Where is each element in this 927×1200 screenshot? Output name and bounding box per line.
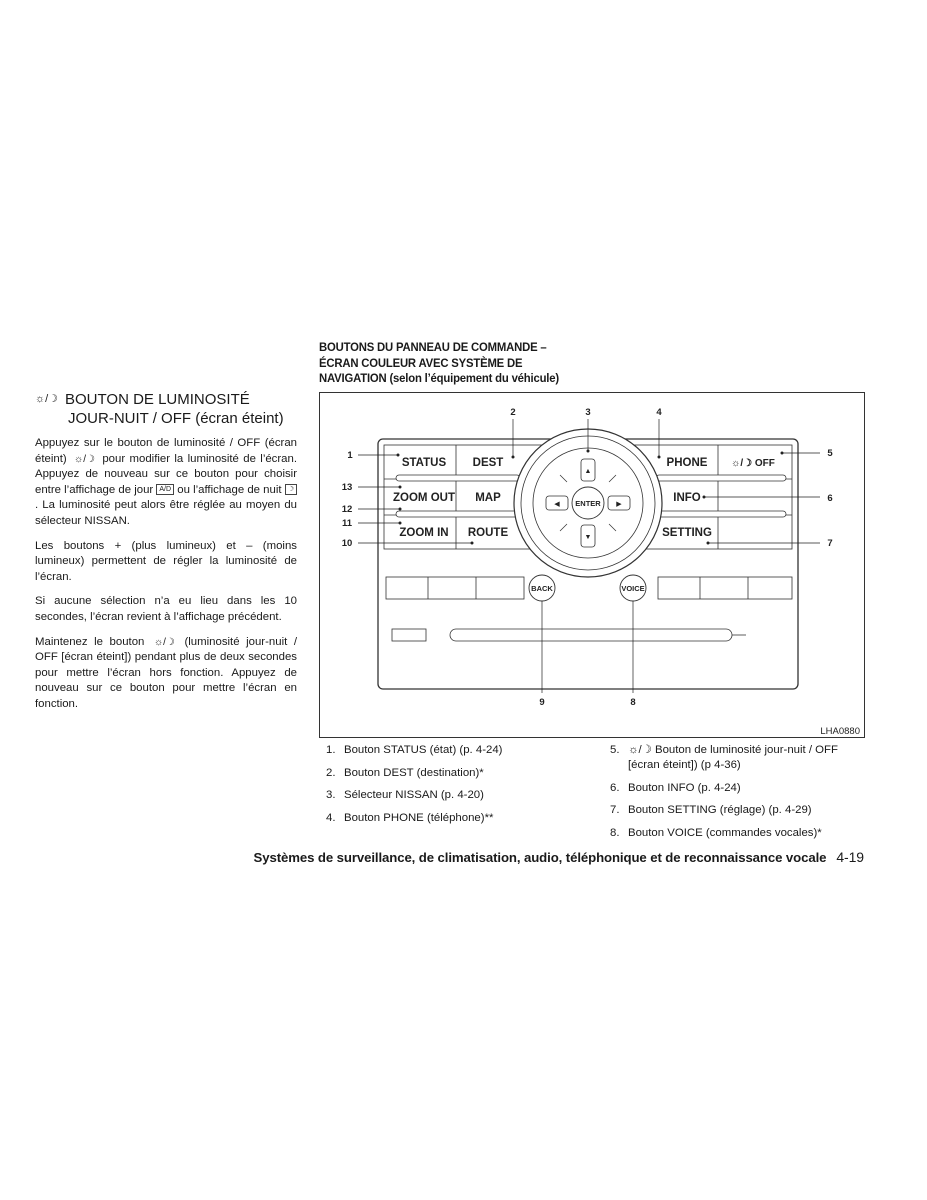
right-arrow-icon: ▶ [616,501,622,508]
brightness-icon: ☼/☽ [153,636,175,648]
callout-13: 13 [341,482,353,493]
paragraph-3: Si aucune sélection n’a eu lieu dans les 10 secondes, l’écran revient à l’affichage précédent. [35,595,297,623]
left-arrow-icon: ◀ [554,501,560,508]
disc-slot [450,629,732,641]
heading-line-2: JOUR-NUIT / OFF (écran éteint) [68,410,284,427]
p1-text-d: . La luminosité peut alors être réglée au moyen du sélecteur NISSAN. [35,499,297,527]
voice-label: VOICE [621,584,645,593]
callout-3: 3 [585,407,591,418]
brightness-icon: ☼/☽ [74,453,95,465]
zoom-out-button[interactable]: ZOOM OUT [393,492,455,504]
heading-line-1: BOUTON DE LUMINOSITÉ [65,391,250,408]
callout-2: 2 [510,407,516,418]
figure-title-line-1: BOUTONS DU PANNEAU DE COMMANDE – [319,340,547,354]
plus-minus-bar[interactable] [656,475,786,481]
preset-row-left [386,577,524,599]
setting-button[interactable]: SETTING [662,527,712,539]
brightness-icon: ☼/☽ [35,393,58,405]
list-item: 3. Sélecteur NISSAN (p. 4-20) [326,789,484,801]
page-footer [200,849,864,865]
list-item: 2. Bouton DEST (destination)* [326,766,484,779]
night-display-icon: ☽ [285,484,297,495]
page-number: 4-19 [836,849,864,865]
left-column [35,390,297,722]
preset-row-right [658,577,792,599]
list-item: 6. Bouton INFO (p. 4-24) [610,781,741,794]
zoom-in-button[interactable]: ZOOM IN [399,527,449,539]
callout-7: 7 [827,538,833,549]
captions-right [610,743,870,848]
phone-button[interactable]: PHONE [666,457,708,469]
p1-text-b: pour modifier la luminosité de l’écran. Appuyez de nouveau sur ce bouton pour choisir entre l’affichage de jour [35,452,298,496]
dest-button[interactable]: DEST [472,457,504,469]
down-arrow-icon: ▼ [584,534,592,541]
list-item: 4. Bouton PHONE (téléphone)** [326,811,494,824]
footer-section-title: Systèmes de surveillance, de climatisation, audio, téléphonique et de reconnaissance vocale [253,850,827,865]
p4-text-b: (luminosité jour-nuit / OFF [écran éteint]) pendant plus de deux secondes pour mettre l’écran hors fonction. Appuyez de nouveau sur ce bouton pour mettre l’écran en fonction. [35,635,297,710]
up-arrow-icon: ▲ [584,468,592,475]
small-slot [392,629,426,641]
section-heading [35,390,297,409]
map-button[interactable]: MAP [475,492,501,504]
callout-9: 9 [539,697,545,708]
figure-title [319,340,705,387]
paragraph-2: Les boutons + (plus lumineux) et – (moins lumineux) permettent de régler la luminosité de l’écran. [35,539,297,583]
list-item: 8. Bouton VOICE (commandes vocales)* [610,826,822,839]
figure-title-line-3: NAVIGATION (selon l’équipement du véhicule) [319,371,559,385]
captions-left [326,743,586,833]
figure-title-line-2: ÉCRAN COULEUR AVEC SYSTÈME DE [319,355,523,370]
callout-11: 11 [341,518,353,529]
info-button[interactable]: INFO [673,492,701,504]
plus-minus-bar[interactable] [396,475,520,481]
status-button[interactable]: STATUS [401,457,447,469]
figure-code: LHA0880 [820,726,860,737]
callout-6: 6 [827,493,833,504]
back-label: BACK [531,584,553,593]
p1-text-a: Appuyez sur le bouton de luminosité / OFF (écran éteint) [35,437,297,465]
callout-12: 12 [341,504,353,515]
list-item: 1. Bouton STATUS (état) (p. 4-24) [326,744,503,756]
callout-5: 5 [827,448,833,459]
control-panel-figure [319,392,865,738]
list-item: 5. ☼/☽ Bouton de luminosité jour-nuit / OFF [écran éteint]) (p 4-36) [610,744,838,771]
control-panel-diagram [320,393,866,739]
callout-10: 10 [341,538,353,549]
paragraph-4 [35,635,297,713]
enter-label: ENTER [575,499,601,508]
plus-minus-bar[interactable] [396,511,520,517]
p4-text-a: Maintenez le bouton [35,635,145,648]
callout-4: 4 [656,407,662,418]
plus-minus-bar[interactable] [656,511,786,517]
list-item: 7. Bouton SETTING (réglage) (p. 4-29) [610,804,812,816]
brightness-off-button[interactable]: ☼/☽ OFF [731,458,775,469]
route-button[interactable]: ROUTE [467,527,509,539]
p1-text-c: ou l’affichage de nuit [177,483,282,496]
callout-8: 8 [630,697,636,708]
callout-1: 1 [347,450,353,461]
day-display-icon: A/D [156,484,174,495]
paragraph-1 [35,436,297,530]
